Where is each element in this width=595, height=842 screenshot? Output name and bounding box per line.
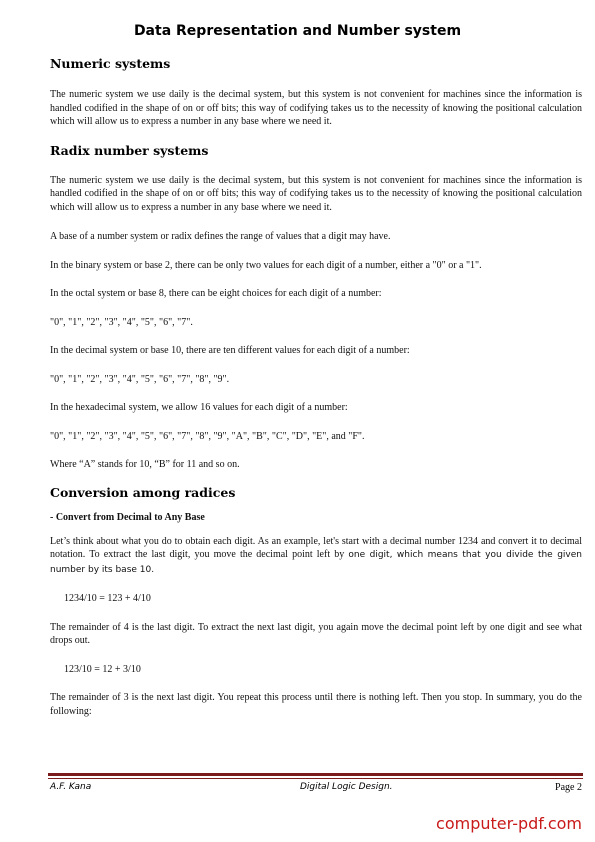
footer-rule-thick — [48, 773, 583, 776]
heading-conversion-among-radices: Conversion among radices — [50, 484, 236, 500]
footer-author: A.F. Kana — [50, 782, 92, 792]
heading-numeric-systems: Numeric systems — [50, 56, 171, 71]
subheading-decimal-to-any-base: - Convert from Decimal to Any Base — [50, 511, 205, 523]
equation: 123/10 = 12 + 3/10 — [64, 663, 141, 675]
paragraph-text: Let’s think about what you do to obtain each digit. As an example, let's start with a decimal number 1234 and convert it to decimal notation. To extract the last digit, you move the decimal point left by — [50, 535, 582, 560]
paragraph: In the octal system or base 8, there can be eight choices for each digit of a number: — [50, 288, 382, 299]
paragraph: "0", "1", "2", "3", "4", "5", "6", "7". — [50, 316, 193, 328]
paragraph — [50, 535, 582, 578]
paragraph-text-sans: one digit, which means that you divide the given number by its base 10. — [50, 550, 582, 575]
paragraph: "0", "1", "2", "3", "4", "5", "6", "7", "8", "9", "A", "B", "C", "D", "E", and "F". — [50, 430, 365, 442]
page-footer — [50, 782, 582, 796]
paragraph: The numeric system we use daily is the decimal system, but this system is not convenient for machines since the information is handled codified in the shape of on or off bits; this way of codifying takes us to the necessity of knowing the positional calculation which will allow us to express a number in any base where we need it. — [50, 89, 582, 127]
page-number: Page 2 — [555, 782, 582, 793]
paragraph: "0", "1", "2", "3", "4", "5", "6", "7", "8", "9". — [50, 373, 230, 385]
page-content — [50, 54, 582, 718]
footer-course: Digital Logic Design. — [300, 782, 393, 792]
paragraph: The remainder of 3 is the next last digit. You repeat this process until there is nothing left. Then you stop. In summary, you do the following: — [50, 692, 582, 717]
paragraph: The remainder of 4 is the last digit. To extract the next last digit, you again move the decimal point left by one digit and see what drops out. — [50, 621, 582, 646]
paragraph: In the binary system or base 2, there can be only two values for each digit of a number, either a "0" or a "1". — [50, 259, 482, 271]
equation: 1234/10 = 123 + 4/10 — [64, 593, 151, 604]
footer-rule-thin — [48, 778, 583, 779]
paragraph: The numeric system we use daily is the decimal system, but this system is not convenient for machines since the information is handled codified in the shape of on or off bits; this way of codifying takes us to the necessity of knowing the positional calculation which will allow us to express a number in any base where we need it. — [50, 174, 582, 213]
paragraph: Where “A” stands for 10, “B” for 11 and so on. — [50, 459, 240, 470]
paragraph: In the hexadecimal system, we allow 16 values for each digit of a number: — [50, 402, 348, 413]
page-title: Data Representation and Number system — [133, 23, 462, 39]
paragraph: A base of a number system or radix defines the range of values that a digit may have. — [50, 231, 391, 242]
watermark-link[interactable]: computer-pdf.com — [436, 814, 582, 833]
paragraph: In the decimal system or base 10, there are ten different values for each digit of a number: — [50, 345, 410, 356]
heading-radix-number-systems: Radix number systems — [50, 142, 209, 158]
